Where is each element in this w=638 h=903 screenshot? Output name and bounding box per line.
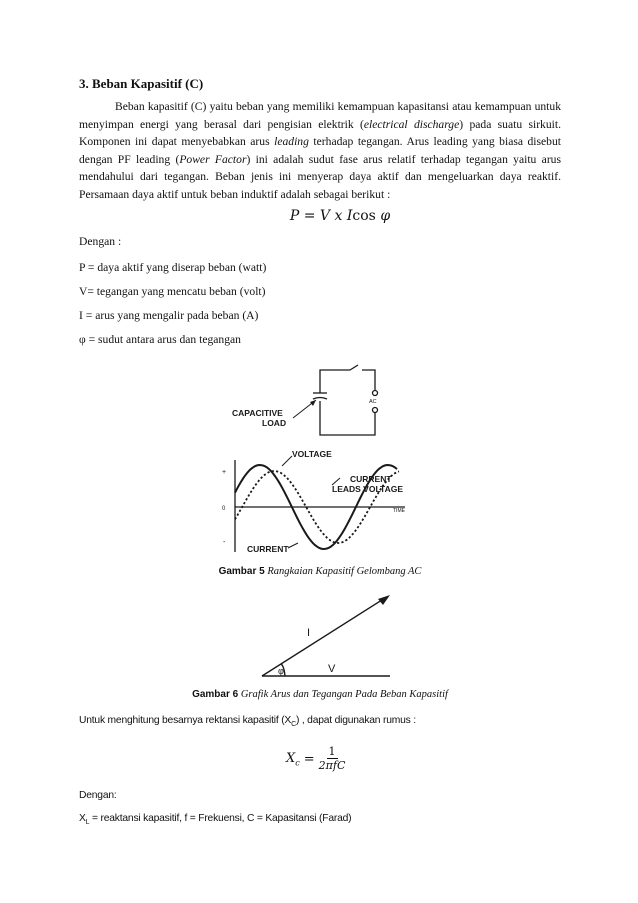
reactance-def-text: = reaktansi kapasitif, f = Frekuensi, C = Kapasitansi (Farad)	[89, 813, 352, 824]
figure6-caption-title: Grafik Arus dan Tegangan Pada Beban Kapasitif	[238, 689, 448, 700]
label-current-bottom: CURRENT	[247, 544, 289, 554]
eq-fraction	[319, 745, 346, 773]
para-text-a: Beban kapasitif (C) yaitu beban yang memiliki kemampuan kapasitansi atau kemampuan untuk menyimpan energi yang berasal dari pengisian elektrik (	[79, 100, 561, 131]
label-load: LOAD	[262, 418, 287, 428]
reactance-intro-tail: ) , dapat digunakan rumus :	[295, 715, 416, 726]
eq-phi: φ	[380, 208, 391, 224]
axis-minus-label: -	[223, 539, 226, 546]
section-heading: 3. Beban Kapasitif (C)	[79, 76, 204, 91]
definitions-title: Dengan :	[79, 235, 122, 248]
label-current-leads: CURRENT	[350, 474, 392, 484]
circuit-diagram	[293, 365, 378, 435]
label-capacitive: CAPACITIVE	[232, 408, 283, 418]
para-text-e: terhadap tegangan. Arus leading yang biasa disebut dengan PF leading (	[79, 135, 562, 166]
definition-item: P = daya aktif yang diserap beban (watt)	[79, 261, 267, 274]
eq-i: I	[346, 208, 353, 224]
eq-x: x	[334, 208, 343, 224]
para-text-g: ) ini adalah sudut fase arus relatif terhadap tegangan yaitu arus mendahului dari tegangan. Beban jenis ini menyerap daya aktif dan mengeluarkan daya reaktif. Persamaan daya aktif untuk beban induktif adalah sebagai berikut :	[79, 152, 561, 201]
phasor-label-i: I	[307, 627, 311, 639]
eq-v: V	[319, 208, 331, 224]
reactance-def-x: X	[79, 813, 86, 824]
axis-zero-label: 0	[222, 506, 226, 512]
axis-plus-label: +	[222, 469, 227, 476]
eq-xc: $X_c$	[286, 750, 300, 768]
paragraph-capacitive-load	[79, 98, 561, 203]
equation-active-power: P = V x Icos φ	[289, 208, 391, 224]
figure-capacitive-circuit	[200, 360, 430, 560]
label-leads-voltage: LEADS VOLTAGE	[332, 484, 403, 494]
figure-phasor-diagram	[250, 590, 400, 685]
equation-reactance: $X_c$ = 1 2πfC	[286, 745, 346, 772]
figure6-caption	[100, 689, 540, 700]
figure5-caption-label: Gambar 5	[218, 566, 265, 577]
terminal-bottom-icon	[373, 408, 378, 413]
dengan-label: Dengan:	[79, 790, 117, 801]
reactance-def-sub: L	[85, 819, 90, 827]
reactance-intro-text: Untuk menghitung besarnya rektansi kapasitif (X	[79, 715, 292, 726]
para-term-leading: leading	[274, 135, 309, 148]
capacitor-plate-curved-icon	[313, 398, 327, 400]
definition-item: I = arus yang mengalir pada beban (A)	[79, 309, 259, 322]
label-ac: AC	[369, 399, 377, 405]
para-term-electrical-discharge: electrical discharge	[363, 117, 460, 131]
reactance-definition	[79, 813, 351, 826]
phasor-label-v: V	[328, 663, 336, 675]
para-text-c: ) pada suatu sirkuit. Komponen ini dapat menyebabkan arus	[79, 117, 561, 148]
reactance-intro-sub: C	[291, 721, 296, 729]
phasor-label-phi: φ	[278, 666, 284, 676]
reactance-intro	[79, 715, 416, 728]
definition-item: V= tegangan yang mencatu beban (volt)	[79, 285, 266, 298]
figure6-caption-label: Gambar 6	[192, 689, 239, 700]
label-time: TIME	[393, 508, 405, 514]
label-voltage: VOLTAGE	[292, 449, 332, 459]
para-term-power-factor: Power Factor	[179, 152, 247, 166]
eq-p: P	[289, 208, 300, 224]
eq-numerator: 1	[328, 745, 336, 758]
phasor-lines	[262, 595, 390, 676]
eq-denominator: 2πfC	[318, 759, 346, 772]
definition-item: φ = sudut antara arus dan tegangan	[79, 333, 241, 346]
terminal-top-icon	[373, 391, 378, 396]
figure5-caption	[100, 566, 540, 577]
eq-cos: cos	[352, 208, 376, 224]
figure5-caption-title: Rangkaian Kapasitif Gelombang AC	[264, 566, 422, 577]
switch-icon	[350, 365, 358, 370]
